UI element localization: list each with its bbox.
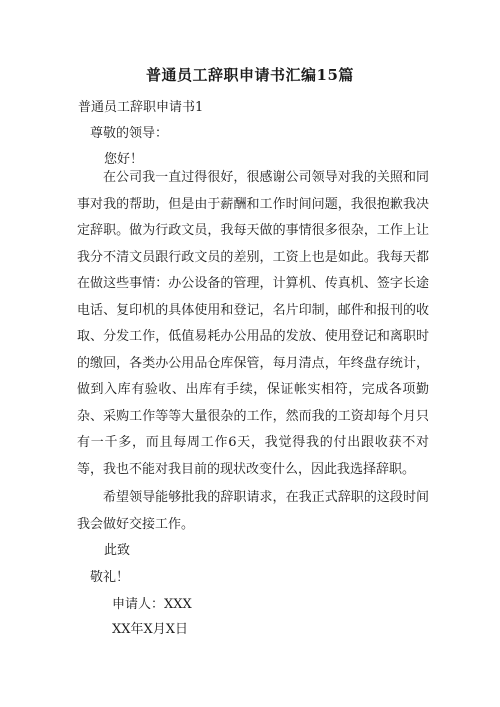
date-line: XX年X月X日 (112, 622, 189, 637)
body-paragraph-1: 在公司我一直过得很好，很感谢公司领导对我的关照和同事对我的帮助，但是由于薪酬和工作时间问题，我很抱歉我决定辞职。做为行政文员，我每天做的事情很多很杂，工作上让我分不清文员跟行政文员的差别，工资上也是如此。我每天都在做这些事情：办公设备的管理，计算机、传真机、签字长途电话、复印机的具体使用和登记，名片印制，邮件和报刊的收取、分发工作，低值易耗办公用品的发放、使用登记和离职时的缴回，各类办公用品仓库保管，每月清点，年终盘存统计，做到入库有验收、出库有手续，保证帐实相符，完成各项勤杂、采购工作等等大量很杂的工作，然而我的工资却每个月只有一千多，而且每周工作6天，我觉得我的付出跟收获不对等，我也不能对我目前的现状改变什么，因此我选择辞职。 (77, 170, 429, 477)
greeting: 您好！ (104, 152, 144, 167)
salutation: 尊敬的领导： (90, 126, 169, 141)
document-title: 普通员工辞职申请书汇编15篇 (146, 66, 354, 84)
body-paragraph-2: 希望领导能够批我的辞职请求，在我正式辞职的这段时间我会做好交接工作。 (77, 490, 429, 532)
closing-line-1: 此致 (104, 543, 131, 558)
applicant-line: 申请人：XXX (112, 597, 192, 612)
closing-line-2: 敬礼！ (90, 570, 130, 585)
document-subtitle: 普通员工辞职申请书1 (78, 100, 204, 115)
